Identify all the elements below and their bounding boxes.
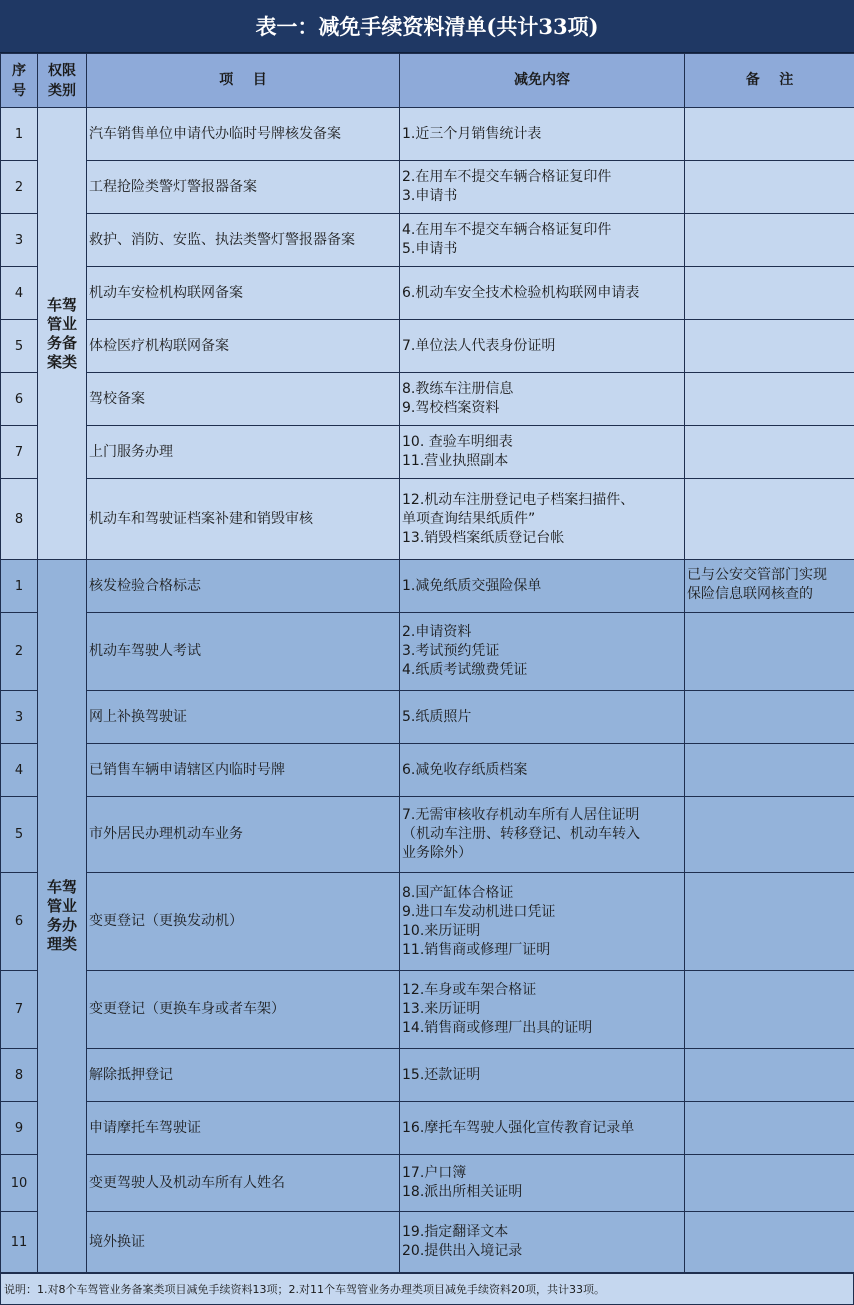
table-row — [1, 267, 854, 320]
note-cell — [685, 1049, 854, 1102]
content-line: （机动车注册、转移登记、机动车转入 — [402, 826, 640, 842]
item-name: 变更登记（更换车身或者车架） — [87, 971, 400, 1049]
content-line: 19.指定翻译文本 — [402, 1224, 509, 1240]
item-name: 上门服务办理 — [87, 426, 400, 479]
note-cell — [685, 426, 854, 479]
category-label — [38, 108, 87, 560]
exemption-content — [400, 479, 685, 560]
row-number: 8 — [1, 479, 38, 560]
exemption-content — [400, 560, 685, 613]
content-line: 9.驾校档案资料 — [402, 400, 500, 416]
footnote: 说明：1.对8个车驾管业务备案类项目减免手续资料13项；2.对11个车驾管业务办理类项目减免手续资料20项，共计33项。 — [0, 1273, 854, 1305]
header-category: 权限类别 — [38, 54, 87, 108]
group-processing — [1, 560, 854, 1273]
content-line: 20.提供出入境记录 — [402, 1243, 523, 1259]
note-cell — [685, 1155, 854, 1212]
group-filing — [1, 108, 854, 560]
row-number: 11 — [1, 1212, 38, 1273]
header-note: 备 注 — [685, 54, 854, 108]
content-line: 6.机动车安全技术检验机构联网申请表 — [402, 284, 640, 301]
content-line: 5.申请书 — [402, 241, 458, 257]
exemption-content — [400, 1102, 685, 1155]
row-number: 6 — [1, 873, 38, 971]
item-name: 已销售车辆申请辖区内临时号牌 — [87, 744, 400, 797]
content-line: 3.考试预约凭证 — [402, 643, 500, 659]
exemption-content — [400, 1155, 685, 1212]
item-name: 市外居民办理机动车业务 — [87, 797, 400, 873]
content-line: 5.纸质照片 — [402, 708, 472, 725]
note-cell — [685, 320, 854, 373]
note-cell — [685, 691, 854, 744]
row-number: 7 — [1, 971, 38, 1049]
content-line: 4.纸质考试缴费凭证 — [402, 662, 528, 678]
table-row — [1, 426, 854, 479]
content-line: 2.申请资料 — [402, 624, 472, 640]
table-row — [1, 1102, 854, 1155]
item-name: 核发检验合格标志 — [87, 560, 400, 613]
content-line: 13.销毁档案纸质登记台帐 — [402, 529, 565, 546]
header-index: 序号 — [1, 54, 38, 108]
row-number: 7 — [1, 426, 38, 479]
exemption-table — [0, 53, 854, 1273]
table-row — [1, 214, 854, 267]
content-line: 7.无需审核收存机动车所有人居住证明 — [402, 807, 640, 823]
table-row — [1, 1212, 854, 1273]
row-number: 5 — [1, 797, 38, 873]
exemption-content — [400, 267, 685, 320]
content-line: 1.近三个月销售统计表 — [402, 125, 542, 142]
exemption-content — [400, 691, 685, 744]
note-cell — [685, 873, 854, 971]
row-number: 4 — [1, 744, 38, 797]
item-name: 驾校备案 — [87, 373, 400, 426]
table-row — [1, 797, 854, 873]
content-line: 15.还款证明 — [402, 1066, 481, 1083]
item-name: 救护、消防、安监、执法类警灯警报器备案 — [87, 214, 400, 267]
item-name: 网上补换驾驶证 — [87, 691, 400, 744]
row-number: 2 — [1, 613, 38, 691]
table-row — [1, 613, 854, 691]
row-number: 1 — [1, 560, 38, 613]
exemption-content — [400, 613, 685, 691]
table-row — [1, 744, 854, 797]
exemption-content — [400, 797, 685, 873]
note-cell — [685, 1102, 854, 1155]
note-cell — [685, 1212, 854, 1273]
category-text: 车驾管业务备案类 — [46, 295, 77, 371]
note-cell — [685, 613, 854, 691]
content-line: 11.销售商或修理厂证明 — [402, 941, 551, 958]
exemption-content — [400, 426, 685, 479]
row-number: 9 — [1, 1102, 38, 1155]
row-number: 4 — [1, 267, 38, 320]
table-row — [1, 560, 854, 613]
content-line: 6.减免收存纸质档案 — [402, 761, 528, 778]
note-cell — [685, 108, 854, 161]
row-number: 6 — [1, 373, 38, 426]
item-name: 工程抢险类警灯警报器备案 — [87, 161, 400, 214]
row-number: 3 — [1, 214, 38, 267]
header-content: 减免内容 — [400, 54, 685, 108]
exemption-content — [400, 214, 685, 267]
table-row — [1, 108, 854, 161]
item-name: 体检医疗机构联网备案 — [87, 320, 400, 373]
note-cell — [685, 560, 854, 613]
item-name: 机动车和驾驶证档案补建和销毁审核 — [87, 479, 400, 560]
exemption-content — [400, 873, 685, 971]
content-line: 单项查询结果纸质件” — [402, 510, 536, 527]
note-cell — [685, 161, 854, 214]
content-line: 1.减免纸质交强险保单 — [402, 577, 542, 594]
table-row — [1, 479, 854, 560]
content-line: 9.进口车发动机进口凭证 — [402, 903, 556, 920]
table-row — [1, 1155, 854, 1212]
content-line: 8.国产缸体合格证 — [402, 884, 514, 901]
content-line: 11.营业执照副本 — [402, 453, 509, 469]
exemption-content — [400, 161, 685, 214]
exemption-content — [400, 108, 685, 161]
item-name: 变更登记（更换发动机） — [87, 873, 400, 971]
row-number: 2 — [1, 161, 38, 214]
content-line: 4.在用车不提交车辆合格证复印件 — [402, 222, 612, 238]
note-cell — [685, 797, 854, 873]
exemption-content — [400, 1049, 685, 1102]
item-name: 境外换证 — [87, 1212, 400, 1273]
exemption-content — [400, 744, 685, 797]
content-line: 16.摩托车驾驶人强化宣传教育记录单 — [402, 1119, 635, 1136]
content-line: 业务除外） — [402, 845, 472, 861]
row-number: 8 — [1, 1049, 38, 1102]
note-cell — [685, 373, 854, 426]
category-text: 车驾管业务办理类 — [46, 878, 77, 953]
note-cell — [685, 267, 854, 320]
content-line: 8.教练车注册信息 — [402, 381, 514, 397]
table-row — [1, 1049, 854, 1102]
note-cell — [685, 479, 854, 560]
item-name: 解除抵押登记 — [87, 1049, 400, 1102]
content-line: 14.销售商或修理厂出具的证明 — [402, 1020, 593, 1036]
row-number: 10 — [1, 1155, 38, 1212]
content-line: 12.机动车注册登记电子档案扫描件、 — [402, 491, 635, 508]
table-row — [1, 971, 854, 1049]
header-row — [1, 54, 854, 108]
note-cell — [685, 214, 854, 267]
header-item: 项 目 — [87, 54, 400, 108]
item-name: 变更驾驶人及机动车所有人姓名 — [87, 1155, 400, 1212]
category-label — [38, 560, 87, 1273]
content-line: 2.在用车不提交车辆合格证复印件 — [402, 169, 612, 185]
item-name: 机动车安检机构联网备案 — [87, 267, 400, 320]
table-title: 表一：减免手续资料清单(共计33项) — [0, 0, 854, 53]
table-row — [1, 320, 854, 373]
row-number: 1 — [1, 108, 38, 161]
content-line: 13.来历证明 — [402, 1001, 481, 1017]
exemption-content — [400, 971, 685, 1049]
exemption-content — [400, 373, 685, 426]
row-number: 5 — [1, 320, 38, 373]
table-row — [1, 873, 854, 971]
content-line: 10. 查验车明细表 — [402, 434, 513, 450]
exemption-content — [400, 1212, 685, 1273]
note-cell — [685, 744, 854, 797]
item-name: 申请摩托车驾驶证 — [87, 1102, 400, 1155]
note-line: 保险信息联网核查的 — [687, 586, 813, 602]
item-name: 汽车销售单位申请代办临时号牌核发备案 — [87, 108, 400, 161]
content-line: 3.申请书 — [402, 188, 458, 204]
content-line: 12.车身或车架合格证 — [402, 982, 537, 998]
content-line: 18.派出所相关证明 — [402, 1184, 523, 1200]
content-line: 7.单位法人代表身份证明 — [402, 337, 556, 354]
table-row — [1, 691, 854, 744]
row-number: 3 — [1, 691, 38, 744]
table-row — [1, 373, 854, 426]
table-row — [1, 161, 854, 214]
exemption-content — [400, 320, 685, 373]
note-line: 已与公安交管部门实现 — [687, 567, 827, 583]
content-line: 17.户口簿 — [402, 1165, 467, 1181]
item-name: 机动车驾驶人考试 — [87, 613, 400, 691]
note-cell — [685, 971, 854, 1049]
content-line: 10.来历证明 — [402, 922, 481, 939]
